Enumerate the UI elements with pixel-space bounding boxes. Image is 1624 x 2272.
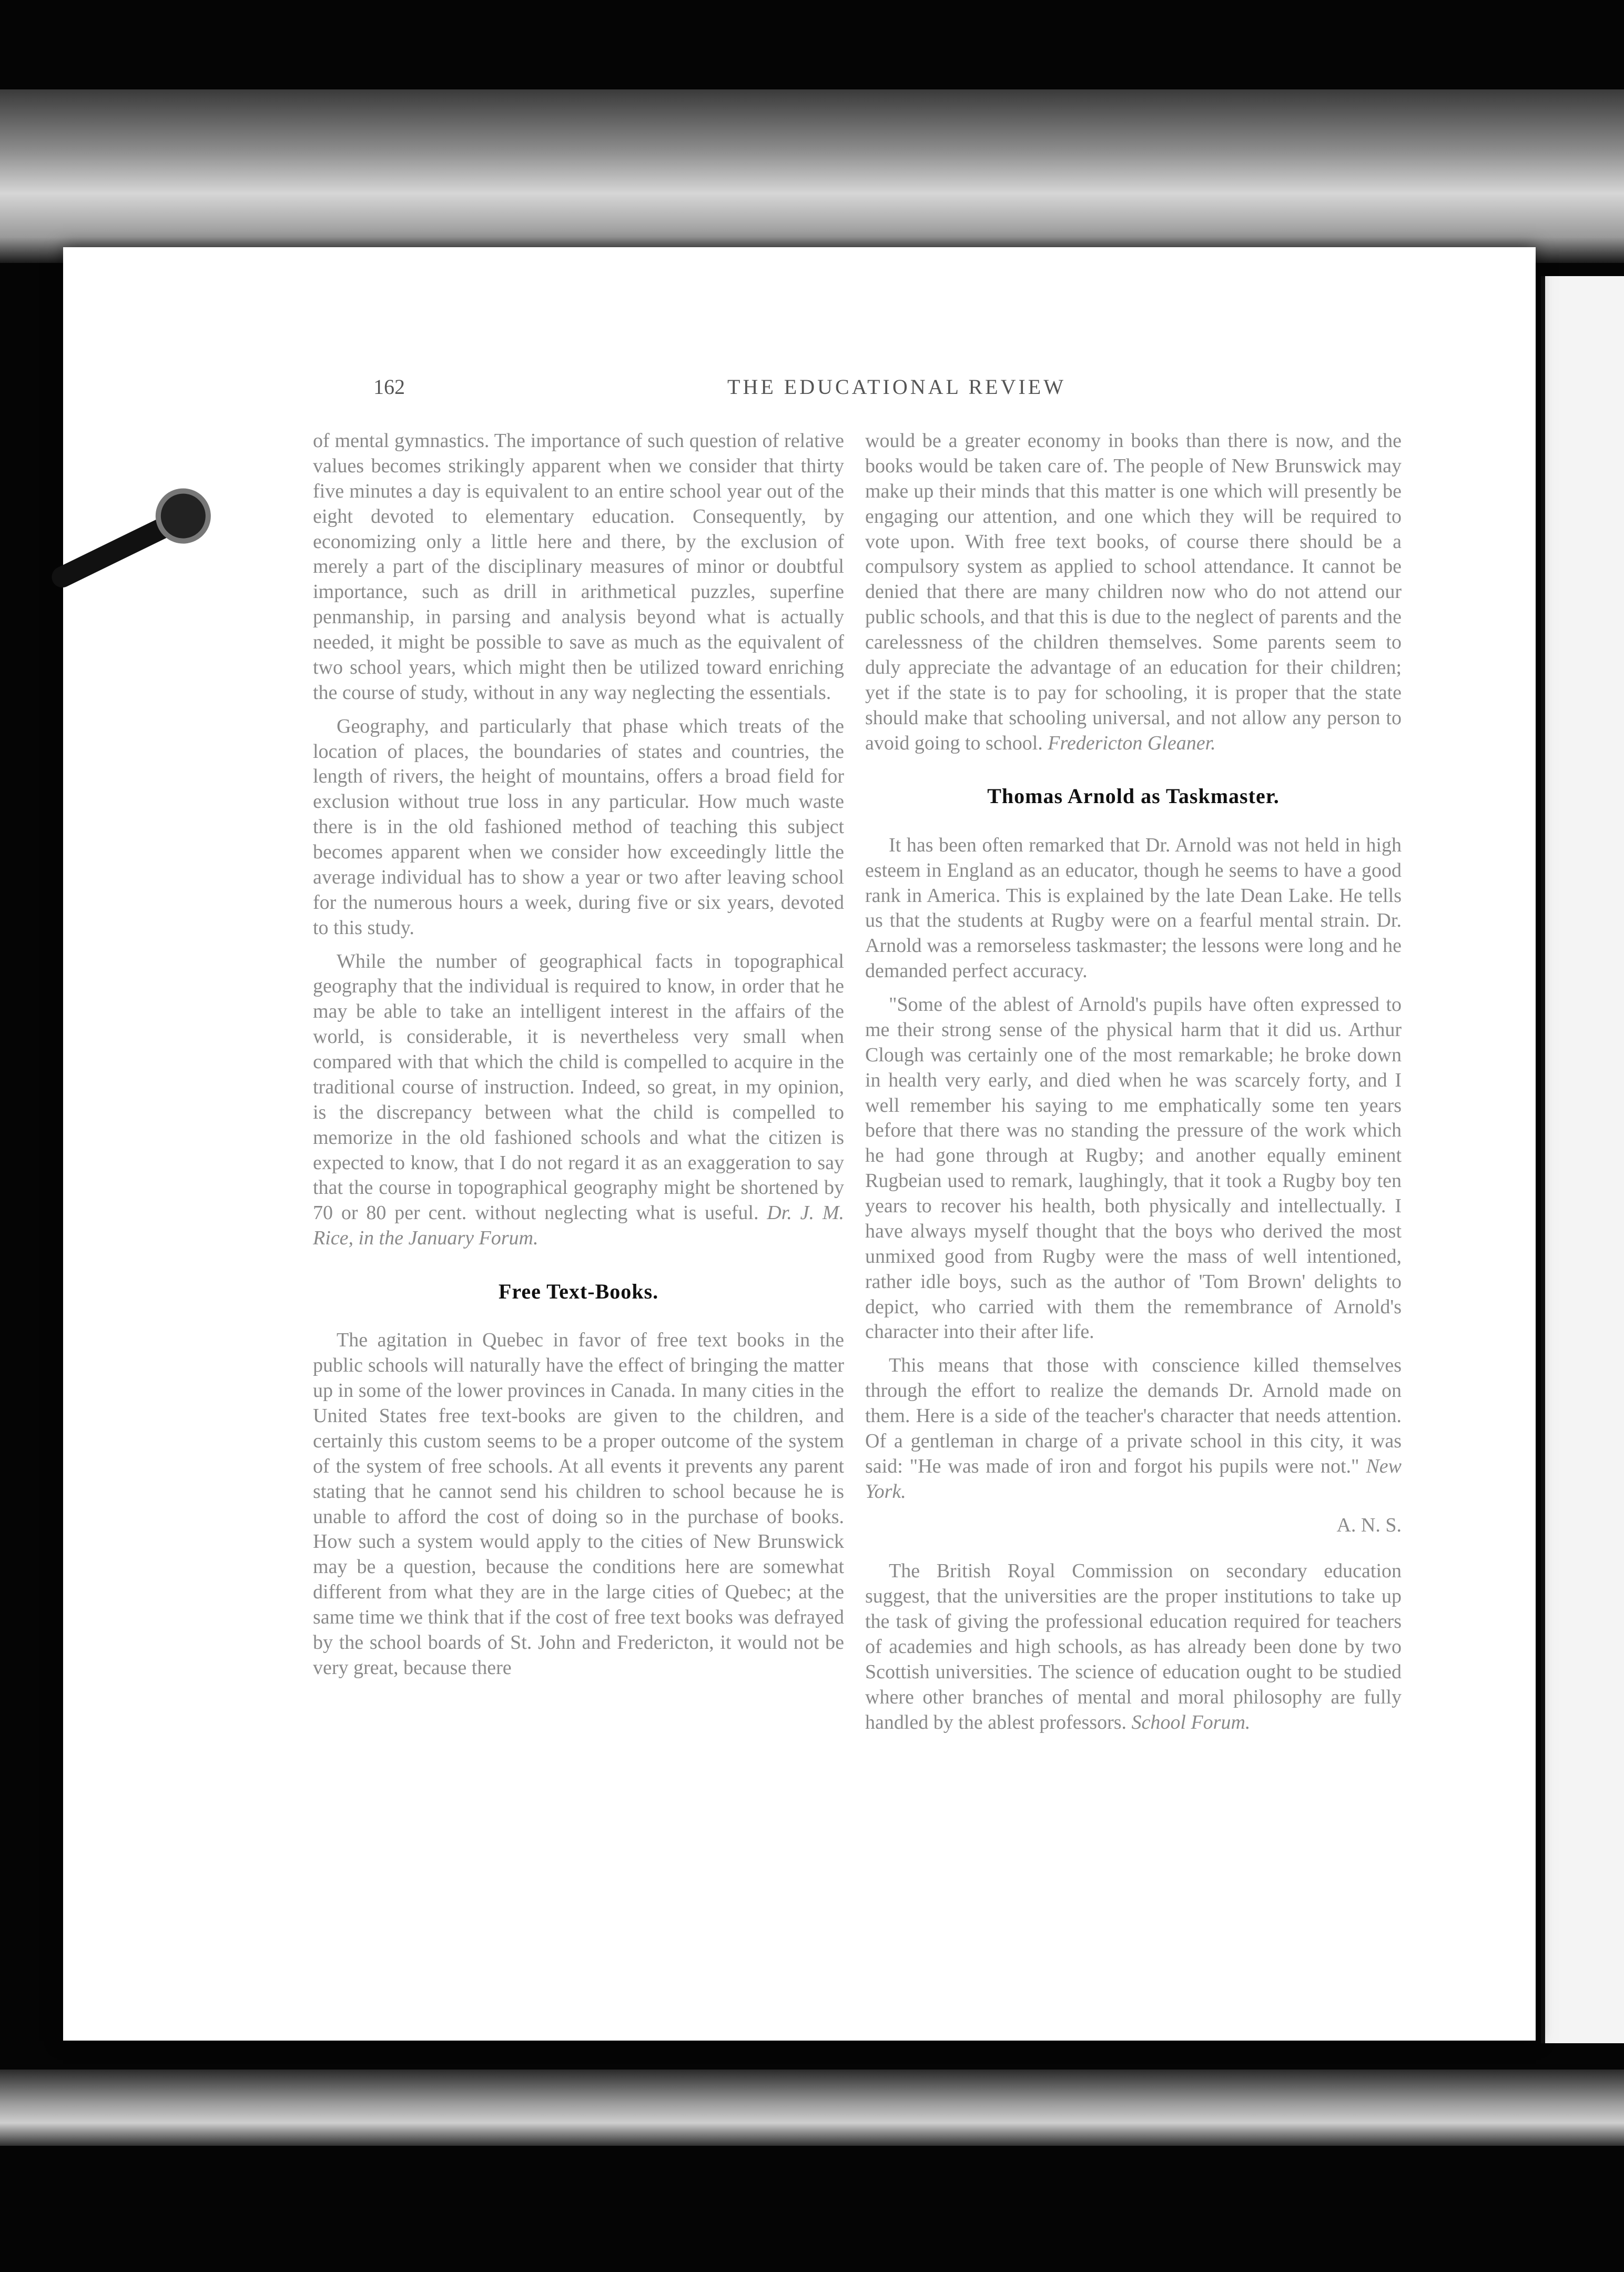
running-head: THE EDUCATIONAL REVIEW	[727, 375, 1066, 399]
scan-top-shadow	[0, 89, 1624, 263]
paragraph: of mental gymnastics. The importance of such question of relative values becomes strikingly apparent when we consider that thirty five minutes a day is equivalent to an entire school year out of the eight devoted to elementary education. Consequently, by economizing only a little here and there, by the exclusion of merely a part of the disciplinary measures of minor or doubtful importance, such as drill in arithmetical puzzles, superfine penmanship, in parsing and analysis beyond what is actually needed, it might be possible to save as much as the equivalent of two school years, which might then be utilized toward enriching the course of study, without in any way neglecting the essentials.	[313, 430, 844, 704]
attribution: Dr. J. M. Rice, in the January Forum.	[313, 1202, 845, 1250]
paragraph-text: The British Royal Commission on secondary education suggest, that the universities are the proper institutions to take up the task of giving the professional education required for teachers of academies and high schools, as has already been done by two Scottish universities. The science of education ought to be studied where other branches of mental and moral philosophy are fully handled by the ablest professors.	[865, 1560, 1402, 1733]
paragraph	[313, 949, 844, 1252]
scan-bottom-shadow	[0, 2070, 1624, 2146]
paragraph-text: would be a greater economy in books than there is now, and the books would be taken care of. The people of New Brunswick may make up their minds that this matter is one which will presently be engaging our attention, and one which they will be required to vote upon. With free text books, of course there should be a compulsory system as applied to school attendance. It cannot be denied that there are many children now who do not attend our public schools, and that this is due to the neglect of parents and the carelessness of the children themselves. Some parents seem to duly appreciate the advantage of an education for their children; yet if the state is to pay for schooling, it is proper that the state should make that schooling universal, and not allow any person to avoid going to school.	[865, 430, 1402, 754]
attribution: New York.	[865, 1455, 1402, 1503]
attribution: School Forum.	[1131, 1711, 1251, 1733]
paragraph-text: This means that those with conscience killed themselves through the effort to realize the demands Dr. Arnold made on them. Here is a side of the teacher's character that needs attention. Of a gentleman in charge of a private school in this city, it was said: "He was made of iron and forgot his pupils were not."	[865, 1354, 1402, 1477]
facing-page-edge	[1541, 276, 1624, 2043]
paragraph: Geography, and particularly that phase which treats of the location of places, the boundaries of states and countries, the length of rivers, the height of mountains, offers a broad field for exclusion without true loss in any particular. How much waste there is in the old fashioned method of teaching this subject becomes apparent when we consider how exceedingly little the average individual has to show a year or two after leaving school for the numerous hours a week, during five or six years, devoted to this study.	[313, 715, 844, 939]
article-heading: Free Text-Books.	[498, 1280, 659, 1303]
paragraph	[865, 1353, 1402, 1504]
paragraph-text: While the number of geographical facts in topographical geography that the individual is required to know, in order that he may be able to take an intelligent interest in the affairs of the world, is considerable, it is nevertheless very small when compared with that which the child is compelled to acquire in the traditional course of instruction. Indeed, so great, in my opinion, is the discrepancy between what the child is compelled to memorize in the old fashioned schools and what the citizen is expected to know, that I do not regard it as an exaggeration to say that the course in topographical geography might be shortened by 70 or 80 per cent. without neglecting what is useful.	[313, 950, 844, 1224]
paragraph: "Some of the ablest of Arnold's pupils have often expressed to me their strong sense of the physical harm that it did us. Arthur Clough was certainly one of the most remarkable; he broke down in health very early, and died when he was scarcely forty, and I well remember his saying to me emphatically some ten years before that there was no standing the pressure of the work which he had gone through at Rugby; and another equally eminent Rugbeian used to remark, laughingly, that it took a Rugby boy ten years to recover his health, both physically and intellectually. I have always myself thought that the boys who derived the most unmixed good from Rugby were the mass of well intentioned, rather idle boys, such as the author of 'Tom Brown' delights to depict, who carried with them the remembrance of Arnold's character into their after life.	[865, 993, 1402, 1343]
paragraph	[865, 1559, 1402, 1735]
paragraph: It has been often remarked that Dr. Arnold was not held in high esteem in England as an educator, though he seems to have a good rank in America. This is explained by the late Dean Lake. He tells us that the students at Rugby were on a fearful mental strain. Dr. Arnold was a remorseless taskmaster; the lessons were long and he demanded perfect accuracy.	[865, 834, 1402, 982]
paragraph	[865, 429, 1402, 756]
page-header	[368, 374, 1425, 406]
article-heading: Thomas Arnold as Taskmaster.	[987, 784, 1280, 808]
paragraph: The agitation in Quebec in favor of free text books in the public schools will naturally have the effect of bringing the matter up in some of the lower provinces in Canada. In many cities in the United States free text-books are given to the children, and certainly this custom seems to be a proper outcome of the system of the system of free schools. At all events it prevents any parent stating that he cannot send his children to school because he is unable to afford the cost of doing so in the purchase of books. How such a system would apply to the cities of New Brunswick may be a question, because the conditions here are somewhat different from what they are in the large cities of Quebec; at the same time we think that if the cost of free text books was defrayed by the school boards of St. John and Fredericton, it would not be very great, because there	[313, 1329, 844, 1679]
right-column	[865, 429, 1402, 1744]
left-column	[313, 429, 844, 1689]
attribution: Fredericton Gleaner.	[1048, 732, 1216, 754]
signature: A. N. S.	[1336, 1514, 1402, 1536]
page-number: 162	[373, 375, 405, 399]
